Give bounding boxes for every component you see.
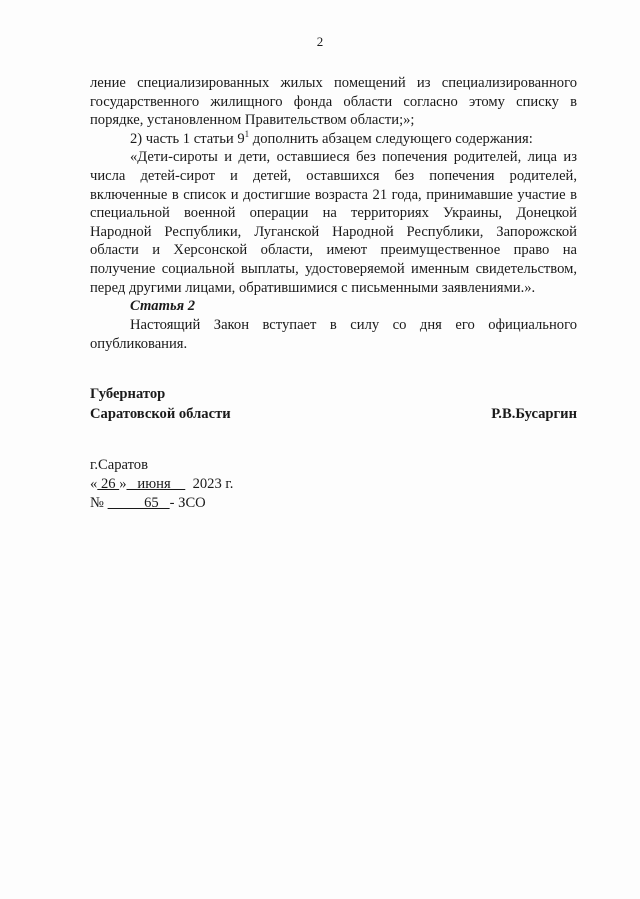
number-prefix: №: [90, 495, 104, 511]
paragraph-amendment-item: [90, 130, 577, 149]
amendment-item-text-start: 2) часть 1 статьи 9: [130, 130, 245, 147]
number-suffix: - ЗСО: [169, 495, 206, 511]
document-footer: [90, 456, 233, 513]
footer-number: [90, 494, 233, 513]
footer-date: [90, 475, 233, 494]
signature-title-line2: Саратовской области: [90, 406, 231, 422]
signature-title: [90, 384, 231, 424]
date-year: 2023 г.: [185, 476, 234, 492]
signature-title-line1: Губернатор: [90, 386, 166, 402]
article-heading: Статья 2: [130, 298, 196, 314]
amendment-item-text-end: дополнить абзацем следующего содержания:: [249, 130, 533, 147]
paragraph-quoted-text: «Дети-сироты и дети, оставшиеся без попечения родителей, лица из числа детей-сирот и детей, оставшихся без попечения родителей, включенные в список и достигшие возраста 21 года, принимавшие участие в специальной военной операции на территориях Украины, Донецкой Народной Республики, Луганской Народной Республики, Запорожской области и Херсонской области, имеют преимущественное право на получение социальной выплаты, удостоверяемой именным свидетельством, перед другими лицами, обратившимися с письменными заявлениями.».: [90, 149, 577, 296]
article-paragraph: Настоящий Закон вступает в силу со дня его официального опубликования.: [90, 317, 577, 352]
date-month: июня: [126, 476, 186, 492]
date-open-quote: «: [90, 476, 98, 492]
number-value: 65: [107, 495, 170, 511]
paragraph-continuation: ление специализированных жилых помещений из специализированного государственного жилищного фонда области согласно этому списку в порядке, установленном Правительством области;»;: [90, 75, 577, 129]
law-body-text: [90, 74, 577, 297]
superscript-index: 1: [244, 128, 250, 139]
signature-name: Р.В.Бусаргин: [491, 406, 577, 422]
page-number: 2: [316, 34, 324, 49]
article-body: [90, 316, 577, 353]
footer-city: г.Саратов: [90, 457, 148, 473]
date-day: 26: [97, 476, 120, 492]
date-close-quote: »: [119, 476, 127, 492]
